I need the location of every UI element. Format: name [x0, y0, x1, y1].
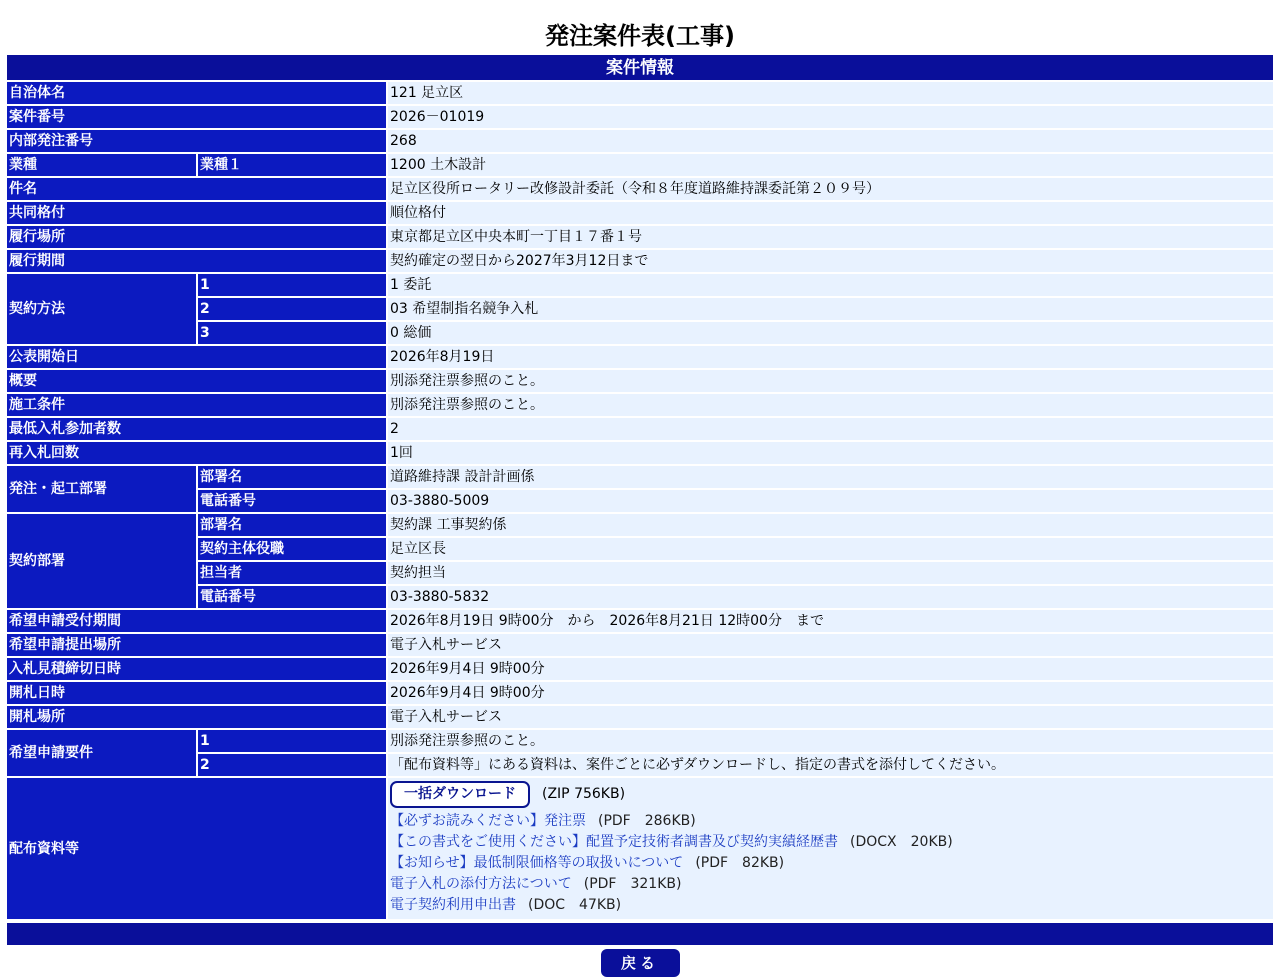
file-item	[390, 811, 1271, 832]
label-bid-deadline: 入札見積締切日時	[7, 658, 388, 680]
row-category	[7, 154, 1273, 176]
value-cm-1: 1 委託	[388, 274, 1273, 296]
label-internal-no: 内部発注番号	[7, 130, 388, 152]
value-category: 1200 土木設計	[388, 154, 1273, 176]
label-open-place: 開札場所	[7, 706, 388, 728]
file-meta: (DOC 47KB)	[528, 897, 622, 913]
footer-bar	[7, 923, 1273, 945]
label-joint: 共同格付	[7, 202, 388, 224]
value-name: 足立区役所ロータリー改修設計委託（令和８年度道路維持課委託第２０９号）	[388, 178, 1273, 200]
row-apply-place	[7, 634, 1273, 656]
bulk-download-button[interactable]: 一括ダウンロード	[390, 781, 530, 808]
value-cm-3: 0 総価	[388, 322, 1273, 344]
label-apply-place: 希望申請提出場所	[7, 634, 388, 656]
label-period: 履行期間	[7, 250, 388, 272]
value-ar-1: 別添発注票参照のこと。	[388, 730, 1273, 752]
label-cd-role: 契約主体役職	[198, 538, 388, 560]
label-category: 業種	[7, 154, 198, 176]
row-open-place	[7, 706, 1273, 728]
value-rebid: 1回	[388, 442, 1273, 464]
value-conditions: 別添発注票参照のこと。	[388, 394, 1273, 416]
file-item	[390, 832, 1271, 853]
label-open-date: 開札日時	[7, 682, 388, 704]
value-internal-no: 268	[388, 130, 1273, 152]
file-meta: (DOCX 20KB)	[850, 834, 953, 850]
row-location	[7, 226, 1273, 248]
value-open-place: 電子入札サービス	[388, 706, 1273, 728]
row-contract-method-1	[7, 274, 1273, 296]
row-municipality	[7, 82, 1273, 104]
file-link-e-contract-form[interactable]: 電子契約利用申出書	[390, 897, 516, 913]
file-meta: (PDF 82KB)	[695, 855, 785, 871]
value-period: 契約確定の翌日から2027年3月12日まで	[388, 250, 1273, 272]
row-internal-no	[7, 130, 1273, 152]
value-cd-phone: 03-3880-5832	[388, 586, 1273, 608]
materials-list	[388, 778, 1273, 919]
row-order-dept-1	[7, 466, 1273, 488]
file-link-order-sheet[interactable]: 【必ずお読みください】発注票	[390, 813, 586, 829]
value-joint: 順位格付	[388, 202, 1273, 224]
row-pub-start	[7, 346, 1273, 368]
file-item	[390, 895, 1271, 916]
row-apply-req-1	[7, 730, 1273, 752]
value-summary: 別添発注票参照のこと。	[388, 370, 1273, 392]
value-case-no: 2026－01019	[388, 106, 1273, 128]
value-min-bidders: 2	[388, 418, 1273, 440]
label-ar-1: 1	[198, 730, 388, 752]
row-open-date	[7, 682, 1273, 704]
label-apply-req: 希望申請要件	[7, 730, 198, 776]
value-open-date: 2026年9月4日 9時00分	[388, 682, 1273, 704]
row-conditions	[7, 394, 1273, 416]
label-cd-dept-name: 部署名	[198, 514, 388, 536]
label-cd-person: 担当者	[198, 562, 388, 584]
value-od-phone: 03-3880-5009	[388, 490, 1273, 512]
label-category-sub: 業種１	[198, 154, 388, 176]
bulk-download-meta: (ZIP 756KB)	[542, 786, 626, 802]
label-case-no: 案件番号	[7, 106, 388, 128]
row-apply-period	[7, 610, 1273, 632]
value-apply-period: 2026年8月19日 9時00分 から 2026年8月21日 12時00分 まで	[388, 610, 1273, 632]
label-od-dept-name: 部署名	[198, 466, 388, 488]
label-cd-phone: 電話番号	[198, 586, 388, 608]
label-name: 件名	[7, 178, 388, 200]
file-item	[390, 874, 1271, 895]
file-meta: (PDF 286KB)	[598, 813, 696, 829]
file-link-engineer-form[interactable]: 【この書式をご使用ください】配置予定技術者調書及び契約実績経歴書	[390, 834, 838, 850]
value-pub-start: 2026年8月19日	[388, 346, 1273, 368]
label-ar-2: 2	[198, 754, 388, 776]
row-name	[7, 178, 1273, 200]
label-min-bidders: 最低入札参加者数	[7, 418, 388, 440]
label-summary: 概要	[7, 370, 388, 392]
value-ar-2: 「配布資料等」にある資料は、案件ごとに必ずダウンロードし、指定の書式を添付してください。	[388, 754, 1273, 776]
label-cm-1: 1	[198, 274, 388, 296]
label-rebid: 再入札回数	[7, 442, 388, 464]
bulk-download-row	[390, 781, 1271, 810]
label-conditions: 施工条件	[7, 394, 388, 416]
row-min-bidders	[7, 418, 1273, 440]
label-apply-period: 希望申請受付期間	[7, 610, 388, 632]
file-item	[390, 853, 1271, 874]
label-contract-dept: 契約部署	[7, 514, 198, 608]
back-button[interactable]: 戻る	[601, 949, 680, 977]
row-period	[7, 250, 1273, 272]
row-summary	[7, 370, 1273, 392]
value-location: 東京都足立区中央本町一丁目１７番１号	[388, 226, 1273, 248]
value-cd-person: 契約担当	[388, 562, 1273, 584]
section-header: 案件情報	[7, 55, 1273, 80]
label-contract-method: 契約方法	[7, 274, 198, 344]
value-cd-role: 足立区長	[388, 538, 1273, 560]
label-od-phone: 電話番号	[198, 490, 388, 512]
back-area	[0, 949, 1280, 977]
file-link-attachment-method[interactable]: 電子入札の添付方法について	[390, 876, 572, 892]
value-apply-place: 電子入札サービス	[388, 634, 1273, 656]
row-case-no	[7, 106, 1273, 128]
page-title: 発注案件表(工事)	[545, 22, 735, 50]
row-materials	[7, 778, 1273, 919]
value-cd-dept-name: 契約課 工事契約係	[388, 514, 1273, 536]
label-municipality: 自治体名	[7, 82, 388, 104]
value-cm-2: 03 希望制指名競争入札	[388, 298, 1273, 320]
label-cm-2: 2	[198, 298, 388, 320]
file-meta: (PDF 321KB)	[583, 876, 682, 892]
value-bid-deadline: 2026年9月4日 9時00分	[388, 658, 1273, 680]
label-location: 履行場所	[7, 226, 388, 248]
case-info-table	[7, 53, 1273, 921]
label-materials: 配布資料等	[7, 778, 388, 919]
label-pub-start: 公表開始日	[7, 346, 388, 368]
value-municipality: 121 足立区	[388, 82, 1273, 104]
value-od-dept-name: 道路維持課 設計計画係	[388, 466, 1273, 488]
row-contract-dept-1	[7, 514, 1273, 536]
label-cm-3: 3	[198, 322, 388, 344]
file-link-min-price-notice[interactable]: 【お知らせ】最低制限価格等の取扱いについて	[390, 855, 684, 871]
row-bid-deadline	[7, 658, 1273, 680]
row-rebid	[7, 442, 1273, 464]
label-order-dept: 発注・起工部署	[7, 466, 198, 512]
row-joint	[7, 202, 1273, 224]
